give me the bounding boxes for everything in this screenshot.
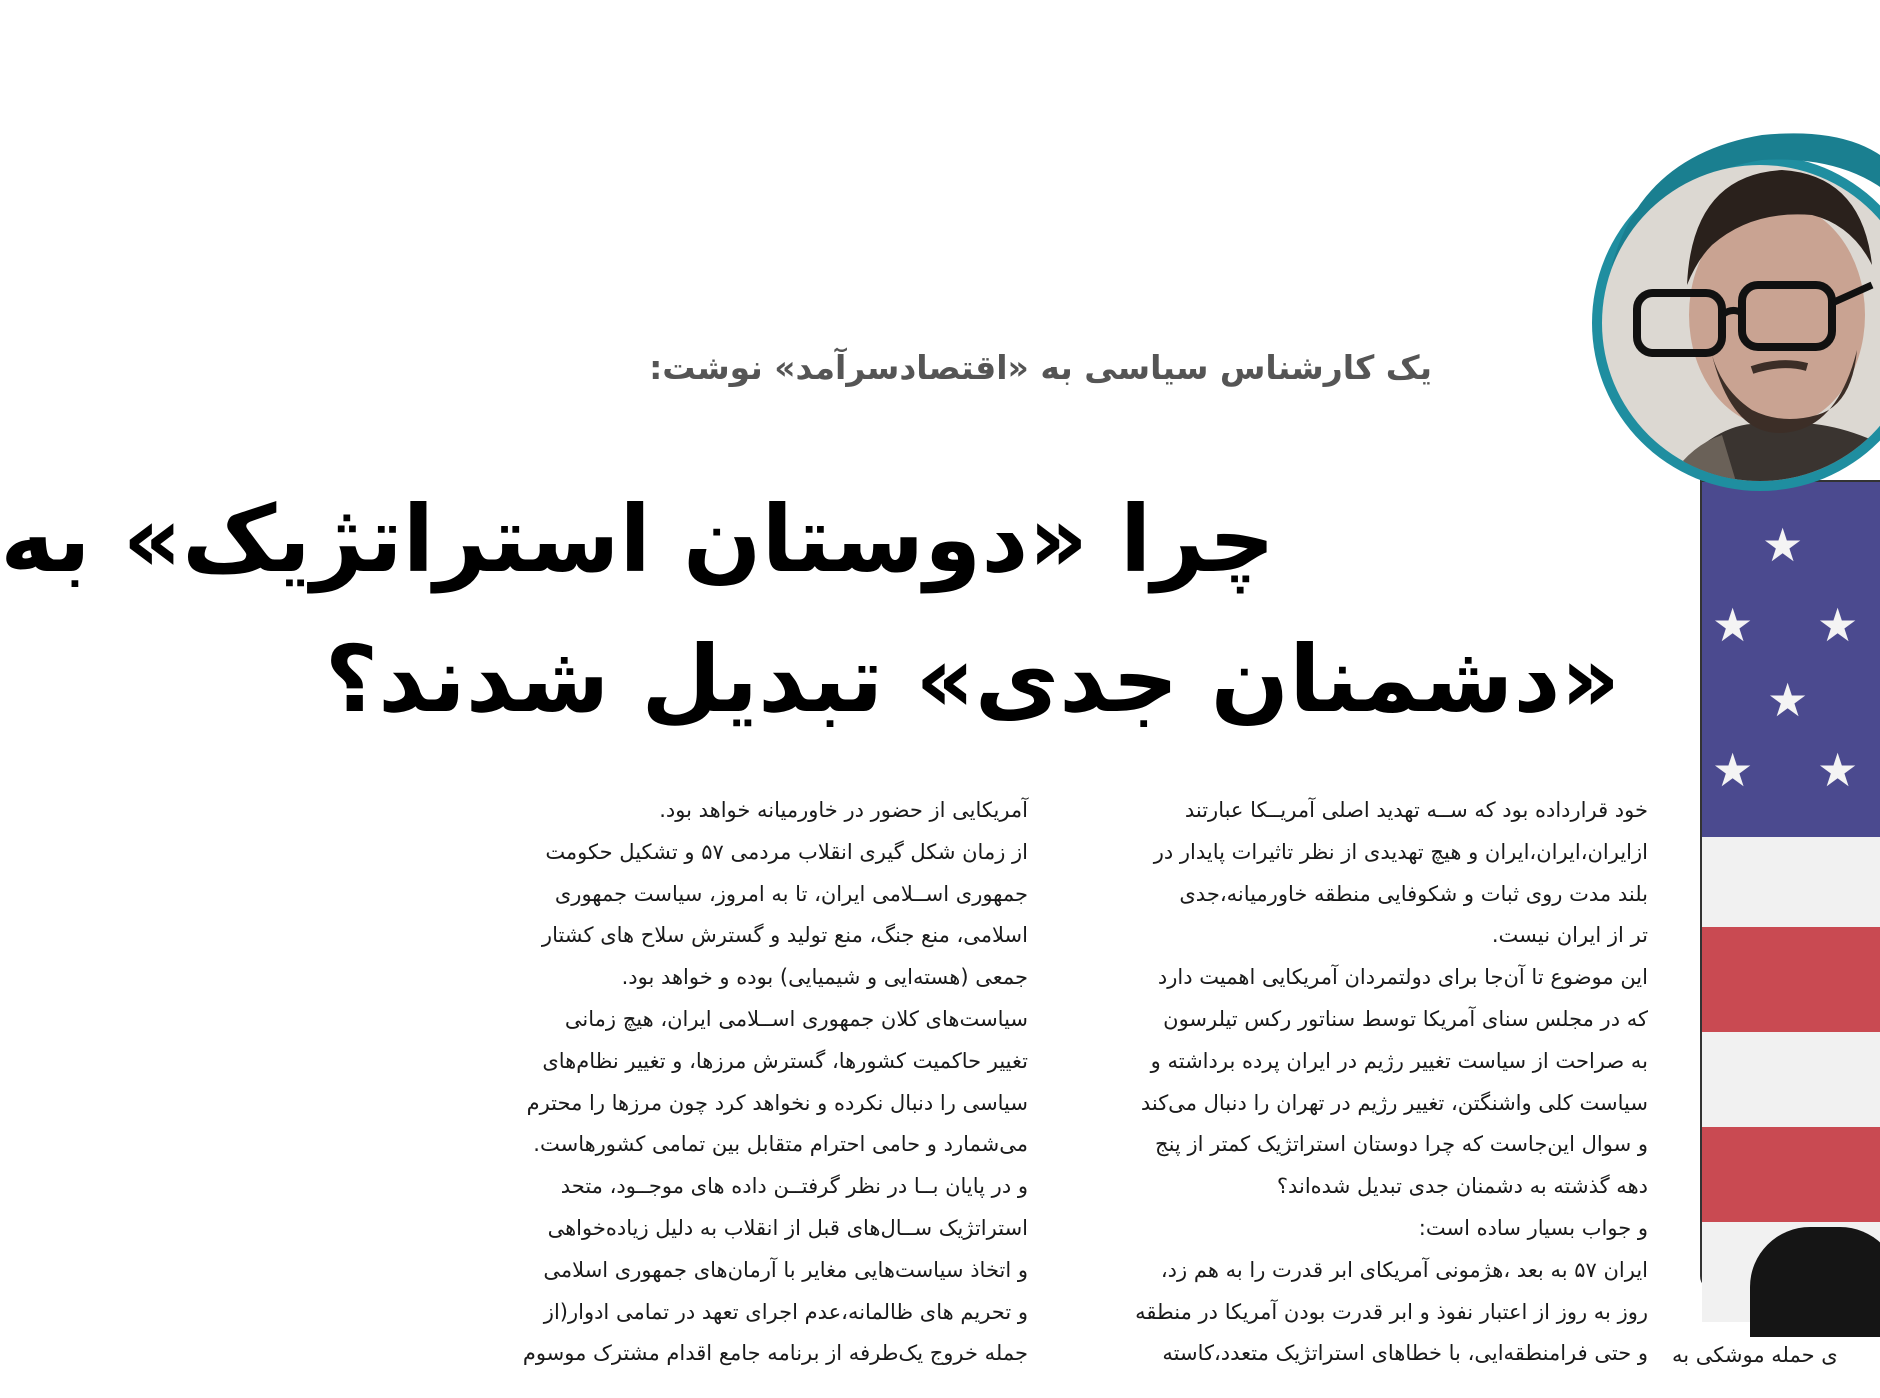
kicker: یک کارشناس سیاسی به «اقتصادسرآمد» نوشت:	[649, 348, 1432, 387]
paragraph-line: سیاست کلی واشنگتن، تغییر رژیم در تهران را دنبال می‌کند	[1140, 1090, 1648, 1115]
paragraph-line: و حتی فرامنطقه‌ایی، با خطاهای استراتژیک متعدد،کاسته	[1162, 1341, 1648, 1366]
paragraph-line: بلند مدت روی ثبات و شکوفایی منطقه خاورمیانه،جدی	[1179, 881, 1648, 906]
paragraph-line: اسلامی، منع جنگ، منع تولید و گسترش سلاح های کشتار	[541, 923, 1028, 948]
author-portrait	[1602, 115, 1880, 515]
flag-photo	[1700, 480, 1880, 1290]
paragraph-line: و اتخاذ سیاست‌هایی مغایر با آرمان‌های جمهوری اسلامی	[543, 1257, 1028, 1282]
headline	[0, 470, 1620, 750]
paragraph-line: دهه گذشته به دشمنان جدی تبدیل شده‌اند؟	[1276, 1174, 1648, 1199]
flag-star: ★	[1712, 743, 1754, 797]
flag-star: ★	[1712, 598, 1754, 652]
paragraph-line: تغییر حاکمیت کشورها، گسترش مرزها، و تغییر نظام‌های	[542, 1048, 1028, 1073]
flag-star: ★	[1762, 518, 1804, 572]
paragraph-line: به صراحت از سیاست تغییر رژیم در ایران پرده برداشته و	[1150, 1048, 1648, 1073]
paragraph-line: آمریکایی از حضور در خاورمیانه خواهد بود.	[659, 798, 1028, 822]
paragraph-line: و تحریم های ظالمانه،عدم اجرای تعهد در تمامی ادوار(از	[543, 1299, 1028, 1324]
headline-line-1: چرا «دوستان استراتژیک» به	[0, 486, 1275, 593]
paragraph-line: سیاسی را دنبال نکرده و نخواهد کرد چون مرزها را محترم	[526, 1090, 1028, 1115]
headline-line-2: «دشمنان جدی» تبدیل شدند؟	[324, 626, 1620, 733]
paragraph-line: روز به روز از اعتبار نفوذ و ابر قدرت بودن آمریکا در منطقه	[1135, 1299, 1648, 1324]
flag-stripe-red	[1702, 927, 1880, 1032]
paragraph-line: جمعی (هسته‌ایی و شیمیایی) بوده و خواهد بود.	[621, 965, 1028, 990]
paragraph-line: که در مجلس سنای آمریکا توسط سناتور رکس تیلرسون	[1163, 1006, 1648, 1031]
paragraph-line: خود قرارداده بود که ســه تهدید اصلی آمریــکا عبارتند	[1184, 798, 1648, 822]
paragraph-line: ی حمله موشکی به	[1672, 1343, 1838, 1367]
flag-stripe-white	[1702, 837, 1880, 927]
paragraph-line: می‌شمارد و حامی احترام متقابل بین تمامی کشورهاست.	[533, 1132, 1028, 1157]
paragraph-line: و جواب بسیار ساده است:	[1418, 1215, 1648, 1240]
paragraph-line: این موضوع تا آن‌جا برای دولتمردان آمریکایی اهمیت دارد	[1157, 965, 1648, 990]
paragraph-line: استراتژیک ســال‌های قبل از انقلاب به دلیل زیاده‌خواهی	[547, 1215, 1028, 1240]
paragraph-line: و در پایان بــا در نظر گرفتــن داده های موجــود، متحد	[560, 1174, 1028, 1199]
paragraph-line: از زمان شکل گیری انقلاب مردمی ۵۷ و تشکیل حکومت	[545, 839, 1028, 864]
paragraph-line: ایران ۵۷ به بعد ،هژمونی آمریکای ابر قدرت را به هم زد،	[1160, 1257, 1648, 1282]
paragraph-line: جمهوری اســلامی ایران، تا به امروز، سیاست جمهوری	[554, 881, 1028, 906]
paragraph-line: سیاست‌های کلان جمهوری اســلامی ایران، هیچ زمانی	[564, 1006, 1028, 1031]
paragraph-line: جمله خروج یک‌طرفه از برنامه جامع اقدام مشترک موسوم	[522, 1341, 1028, 1366]
flag-star: ★	[1817, 598, 1859, 652]
flag-stripe-red	[1702, 1127, 1880, 1222]
flag-stripe-white	[1702, 1032, 1880, 1127]
paragraph-line: و سوال این‌جاست که چرا دوستان استراتژیک کمتر از پنج	[1155, 1132, 1648, 1157]
flag-star: ★	[1817, 743, 1859, 797]
body-column-edge	[1672, 1335, 1880, 1377]
body-column-left	[448, 790, 1028, 1375]
body-column-right	[1073, 790, 1648, 1375]
flag-photo-figure	[1750, 1227, 1880, 1337]
paragraph-line: ازایران،ایران،ایران و هیچ تهدیدی از نظر تاثیرات پایدار در	[1153, 839, 1648, 864]
paragraph-line: تر از ایران نیست.	[1491, 923, 1648, 948]
flag-star: ★	[1767, 673, 1809, 727]
